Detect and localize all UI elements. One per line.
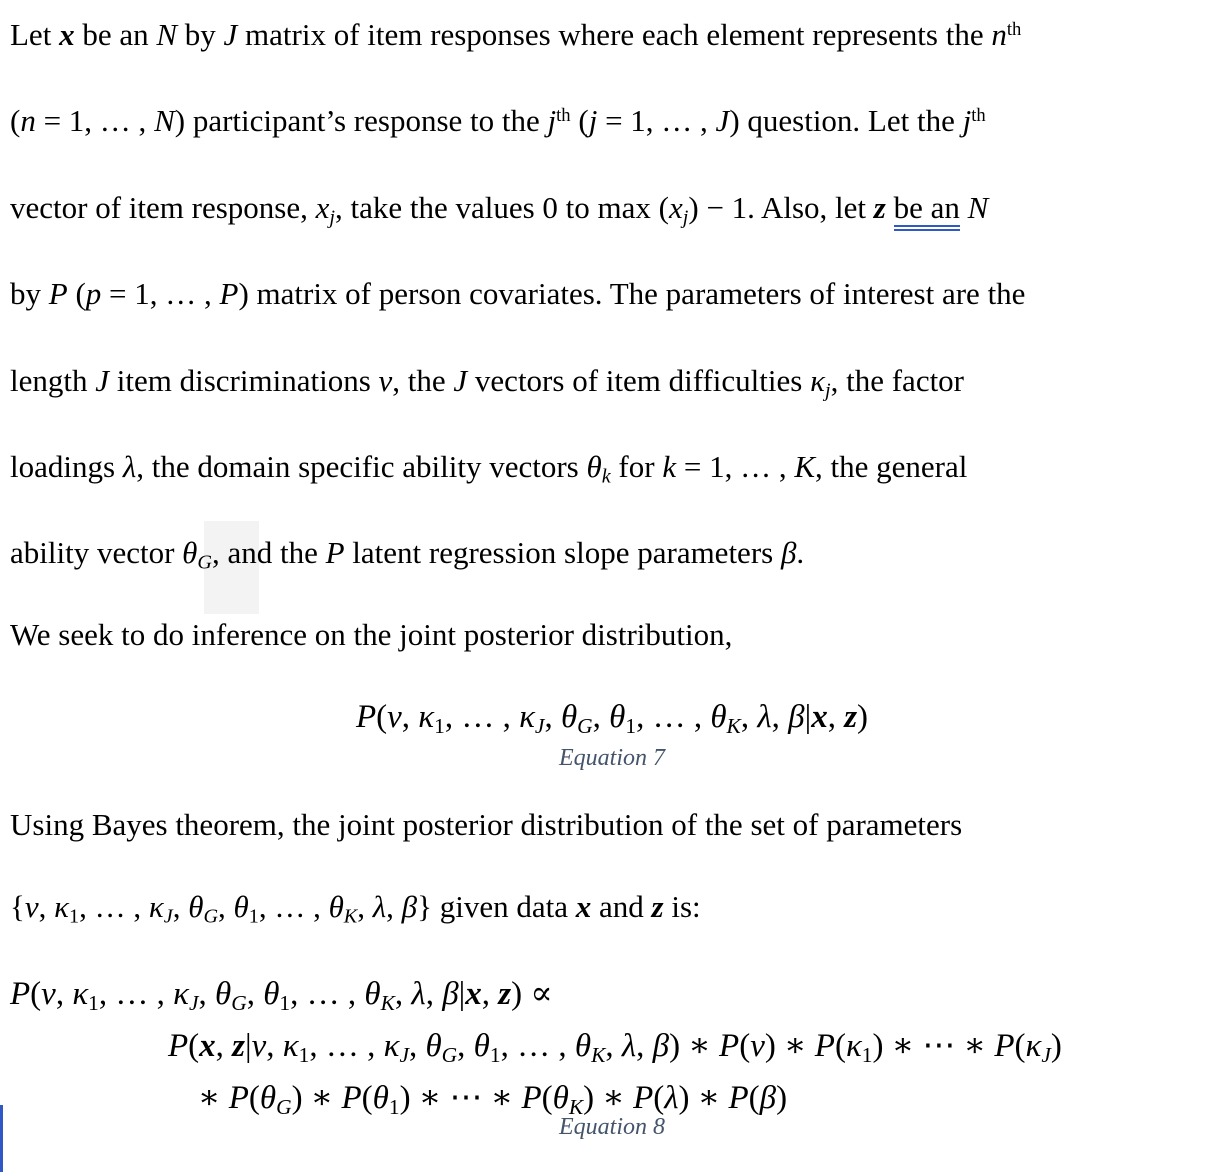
body-text-line: We seek to do inference on the joint posterior distribution, [10,617,733,652]
equation-8-line-1: P(ν, κ1, … , κJ, θG, θ1, … , θK, λ, β|x, z) ∝ [10,976,553,1015]
equation-7-caption: Equation 7 [559,745,665,771]
body-text-line-highlighted-term: ability vector θG, and the P latent regression slope parameters β. [10,535,805,574]
body-text-line: Let x be an N by J matrix of item responses where each element represents the $n^{th}$ [10,17,1022,52]
equation-8-line-2: P(x, z|ν, κ1, … , κJ, θG, θ1, … , θK, λ, β) ∗ P(ν) ∗ P(κ1) ∗ ⋯ ∗ P(κJ) [168,1028,1062,1067]
body-text-line-grammar-flag: vector of item response, xj, take the values 0 to max (xj) − 1. Also, let z be an N [10,187,988,229]
body-text-line: by P (p = 1, … , P) matrix of person covariates. The parameters of interest are the [10,276,1026,311]
body-text-line: loadings λ, the domain specific ability vectors θk for k = 1, … , K, the general [10,449,968,488]
body-text-line: length J item discriminations ν, the J vectors of item difficulties κj, the factor [10,363,965,402]
body-text-line: Using Bayes theorem, the joint posterior distribution of the set of parameters [10,807,963,842]
equation-8-line-3: ∗ P(θG) ∗ P(θ1) ∗ ⋯ ∗ P(θK) ∗ P(λ) ∗ P(β) [198,1080,788,1119]
body-text-line: {ν, κ1, … , κJ, θG, θ1, … , θK, λ, β} given data x and z is: [10,889,701,928]
equation-7: P(ν, κ1, … , κJ, θG, θ1, … , θK, λ, β|x, z) [355,699,869,738]
change-bar [0,1105,3,1172]
equation-8-caption: Equation 8 [559,1114,665,1140]
body-text-line: (n = 1, … , N) participant’s response to the $j^{th}$ (j = 1, … , J) question. Let the $j^{th}$ [10,103,986,138]
